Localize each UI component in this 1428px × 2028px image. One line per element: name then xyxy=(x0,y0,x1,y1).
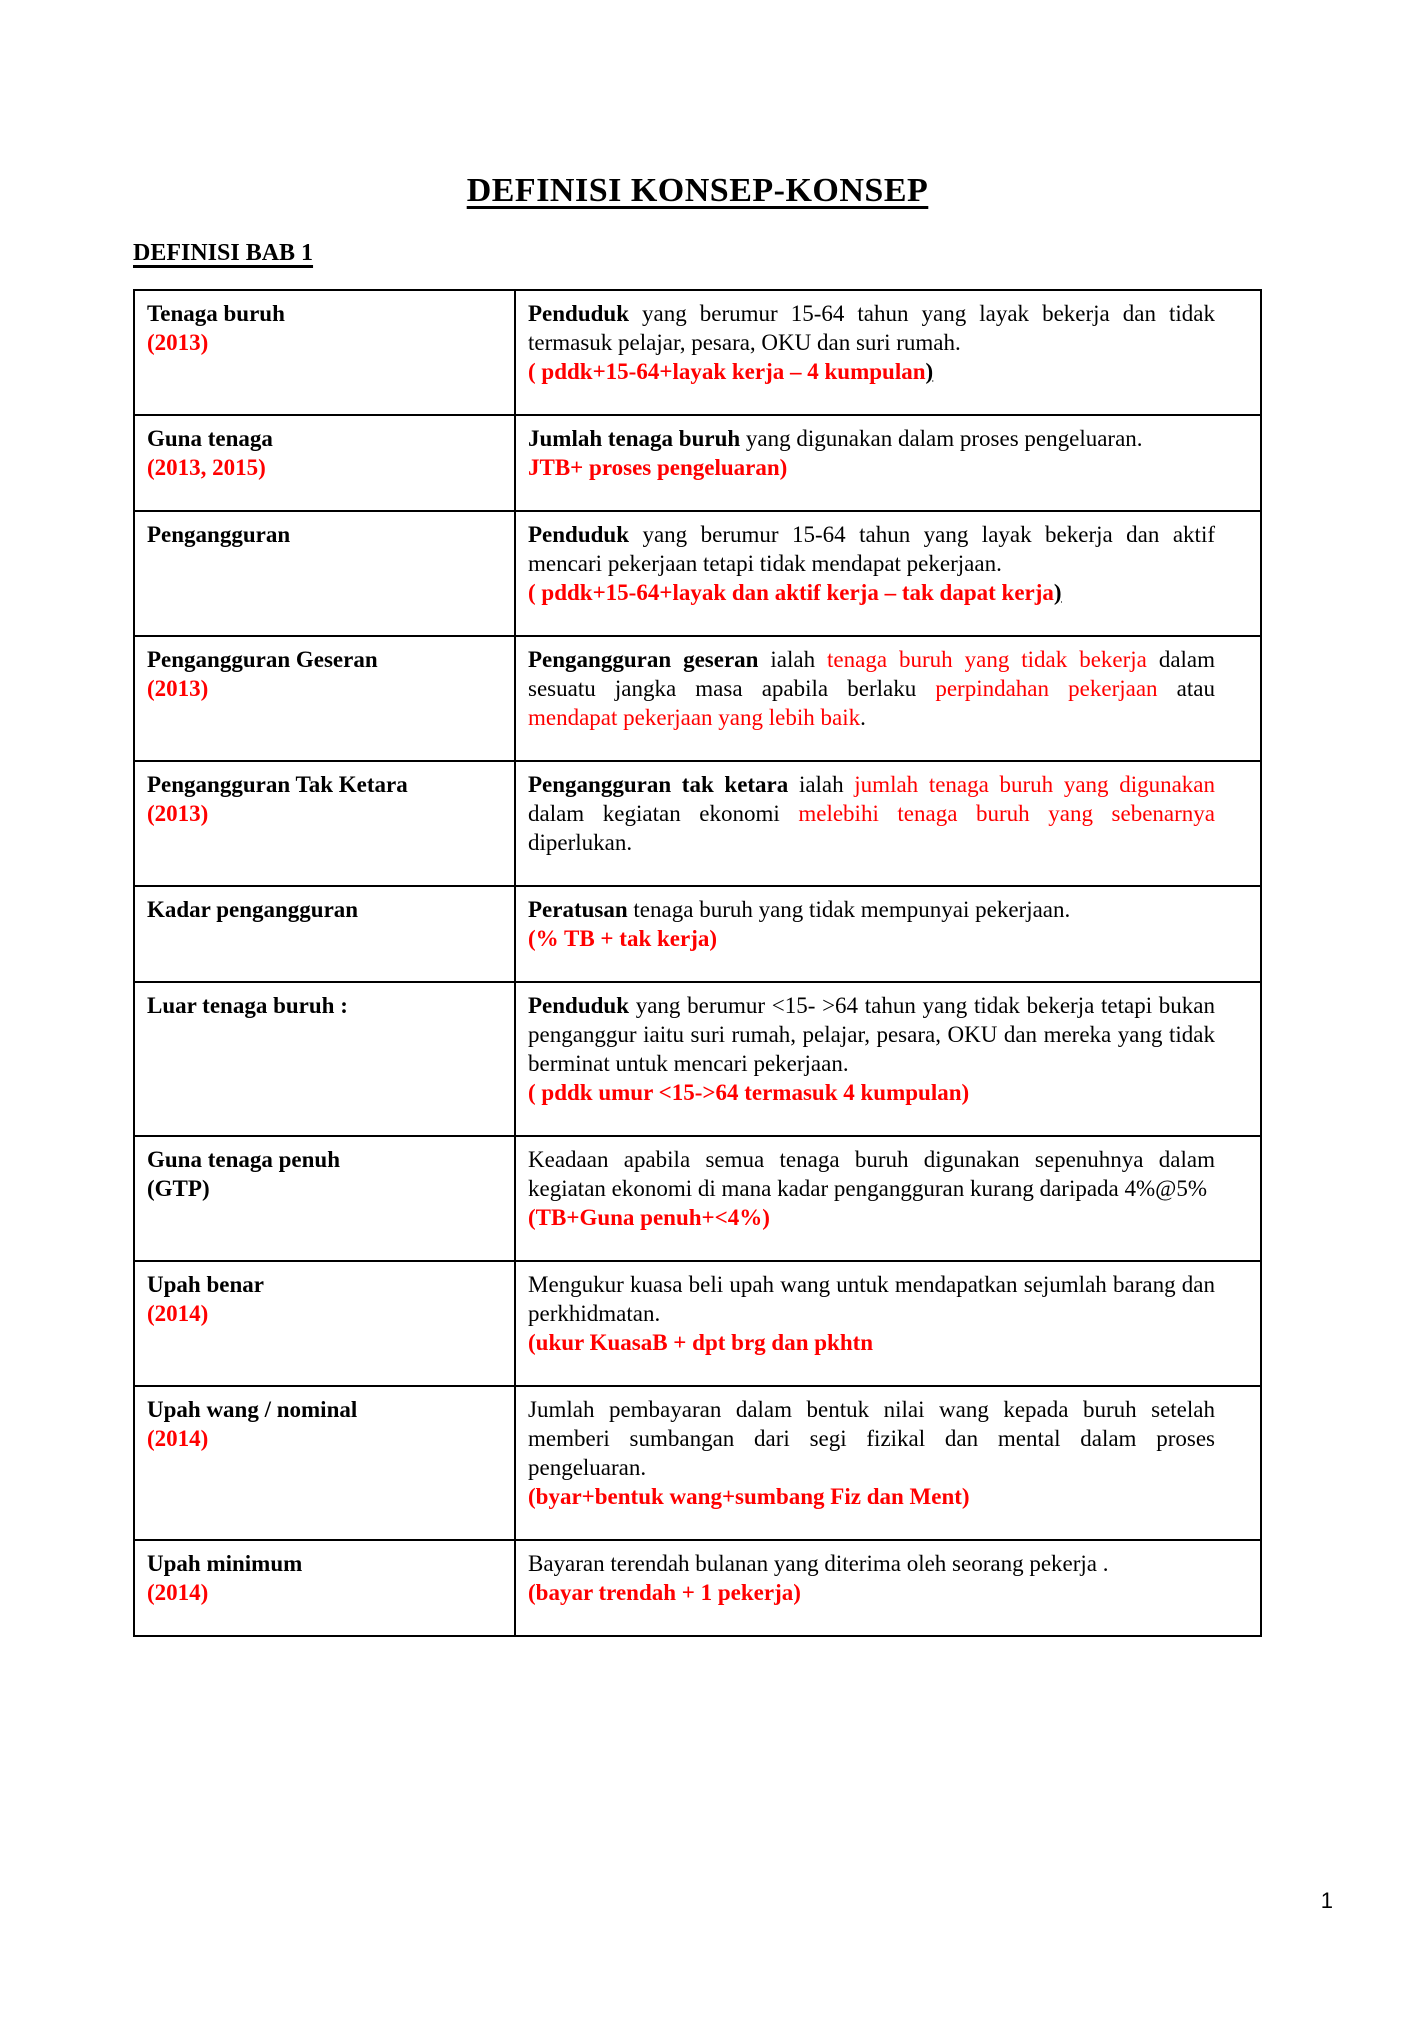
text-segment: ( pddk+15-64+layak kerja – 4 kumpulan xyxy=(528,359,926,384)
definition-paragraph xyxy=(528,1549,1215,1578)
term-text: Pengangguran Geseran xyxy=(147,647,378,672)
definition-paragraph xyxy=(528,645,1215,732)
table-row xyxy=(134,1261,1261,1386)
definition-paragraph xyxy=(528,895,1215,924)
definition-cell xyxy=(515,511,1261,636)
text-segment: Jumlah pembayaran dalam bentuk nilai wang kepada buruh setelah memberi sumbangan dari segi fizikal dan mental dalam proses pengeluaran. xyxy=(528,1397,1215,1480)
term-text: Pengangguran xyxy=(147,522,291,547)
definition-paragraph xyxy=(528,357,1215,386)
term-cell xyxy=(134,636,515,761)
term-text: Luar tenaga buruh : xyxy=(147,993,348,1018)
term-cell xyxy=(134,415,515,511)
definition-paragraph xyxy=(528,1145,1215,1203)
text-segment: Mengukur kuasa beli upah wang untuk mendapatkan sejumlah barang dan perkhidmatan. xyxy=(528,1272,1215,1326)
text-segment: tenaga buruh yang tidak mempunyai pekerjaan. xyxy=(627,897,1071,922)
definition-paragraph xyxy=(528,991,1215,1078)
term-cell xyxy=(134,886,515,982)
text-segment: jumlah tenaga buruh yang digunakan xyxy=(854,772,1215,797)
definition-paragraph xyxy=(528,424,1215,453)
text-segment: Bayaran terendah bulanan yang diterima oleh seorang pekerja . xyxy=(528,1551,1109,1576)
definition-cell xyxy=(515,636,1261,761)
term-text: Tenaga buruh xyxy=(147,301,285,326)
term-text: (2014) xyxy=(147,1426,209,1451)
definition-paragraph xyxy=(528,299,1215,357)
term-text: Kadar pengangguran xyxy=(147,897,359,922)
definition-cell xyxy=(515,290,1261,415)
table-row xyxy=(134,1136,1261,1261)
term-cell xyxy=(134,982,515,1136)
text-segment: yang berumur 15-64 tahun yang layak bekerja dan tidak termasuk pelajar, pesara, OKU dan suri rumah. xyxy=(528,301,1215,355)
text-segment: yang berumur 15-64 tahun yang layak bekerja dan aktif mencari pekerjaan tetapi tidak mendapat pekerjaan. xyxy=(528,522,1215,576)
text-segment: atau xyxy=(1157,676,1215,701)
text-segment: (TB+Guna penuh+<4%) xyxy=(528,1205,770,1230)
definition-cell xyxy=(515,1136,1261,1261)
definition-paragraph xyxy=(528,1270,1215,1328)
definition-paragraph xyxy=(528,1203,1215,1232)
definition-paragraph xyxy=(528,770,1215,857)
text-segment: tenaga buruh yang tidak bekerja xyxy=(827,647,1147,672)
text-segment: JTB+ proses pengeluaran) xyxy=(528,455,788,480)
term-text: Guna tenaga xyxy=(147,426,273,451)
term-text: (2013) xyxy=(147,801,209,826)
text-segment: ( pddk umur <15->64 termasuk 4 kumpulan) xyxy=(528,1080,970,1105)
text-segment: ) xyxy=(925,359,934,384)
text-segment: dalam sesuatu jangka masa apabila berlaku xyxy=(528,647,1216,701)
section-heading: DEFINISI BAB 1 xyxy=(133,240,314,266)
page-number: 1 xyxy=(1320,1888,1333,1913)
term-text: (2013) xyxy=(147,330,209,355)
text-segment: (byar+bentuk wang+sumbang Fiz dan Ment) xyxy=(528,1484,970,1509)
definition-paragraph xyxy=(528,924,1215,953)
text-segment: yang berumur <15- >64 tahun yang tidak bekerja tetapi bukan penganggur iaitu suri rumah, pelajar, pesara, OKU dan mereka yang tidak berminat untuk mencari pekerjaan. xyxy=(528,993,1215,1076)
term-cell xyxy=(134,1386,515,1540)
text-segment: Penduduk xyxy=(528,301,630,326)
definition-cell xyxy=(515,1386,1261,1540)
table-row xyxy=(134,511,1261,636)
term-text: Upah benar xyxy=(147,1272,264,1297)
term-cell xyxy=(134,511,515,636)
text-segment: Pengangguran tak ketara xyxy=(528,772,789,797)
text-segment: diperlukan. xyxy=(528,830,633,855)
term-text: (GTP) xyxy=(147,1176,210,1201)
term-text: Upah wang / nominal xyxy=(147,1397,358,1422)
definition-paragraph xyxy=(528,520,1215,578)
text-segment: melebihi tenaga buruh yang sebenarnya xyxy=(798,801,1216,826)
table-row xyxy=(134,290,1261,415)
term-text: (2014) xyxy=(147,1301,209,1326)
text-segment: Pengangguran geseran xyxy=(528,647,759,672)
text-segment: mendapat pekerjaan yang lebih baik xyxy=(528,705,861,730)
text-segment: ) xyxy=(1053,580,1062,605)
definition-paragraph xyxy=(528,1328,1215,1357)
text-segment: Penduduk xyxy=(528,993,630,1018)
definition-paragraph xyxy=(528,1078,1215,1107)
term-text: (2014) xyxy=(147,1580,209,1605)
text-segment: . xyxy=(860,705,866,730)
term-text: Upah minimum xyxy=(147,1551,303,1576)
text-segment: yang digunakan dalam proses pengeluaran. xyxy=(740,426,1143,451)
table-row xyxy=(134,982,1261,1136)
text-segment: (% TB + tak kerja) xyxy=(528,926,718,951)
text-segment: Keadaan apabila semua tenaga buruh digunakan sepenuhnya dalam kegiatan ekonomi di mana kadar pengangguran kurang daripada 4%@5% xyxy=(528,1147,1215,1201)
text-segment: ialah xyxy=(788,772,855,797)
text-segment: Penduduk xyxy=(528,522,630,547)
definition-paragraph xyxy=(528,1482,1215,1511)
document-title: DEFINISI KONSEP-KONSEP xyxy=(466,172,929,209)
definition-cell xyxy=(515,982,1261,1136)
text-segment: ( pddk+15-64+layak dan aktif kerja – tak dapat kerja xyxy=(528,580,1054,605)
term-text: (2013) xyxy=(147,676,209,701)
text-segment: ialah xyxy=(758,647,828,672)
term-cell xyxy=(134,761,515,886)
term-text: Pengangguran Tak Ketara xyxy=(147,772,408,797)
term-cell xyxy=(134,290,515,415)
text-segment: Jumlah tenaga buruh xyxy=(528,426,741,451)
text-segment: (ukur KuasaB + dpt brg dan pkhtn xyxy=(528,1330,874,1355)
table-row xyxy=(134,636,1261,761)
table-row xyxy=(134,761,1261,886)
definition-paragraph xyxy=(528,1395,1215,1482)
table-row xyxy=(134,1540,1261,1636)
definition-cell xyxy=(515,415,1261,511)
definition-cell xyxy=(515,761,1261,886)
definitions-table-body xyxy=(134,290,1261,1636)
text-segment: (bayar trendah + 1 pekerja) xyxy=(528,1580,801,1605)
definition-cell xyxy=(515,1261,1261,1386)
term-text: (2013, 2015) xyxy=(147,455,266,480)
text-segment: dalam kegiatan ekonomi xyxy=(528,801,799,826)
definitions-table xyxy=(133,289,1262,1637)
table-row xyxy=(134,415,1261,511)
definition-paragraph xyxy=(528,453,1215,482)
text-segment: Peratusan xyxy=(528,897,628,922)
term-text: Guna tenaga penuh xyxy=(147,1147,341,1172)
table-row xyxy=(134,1386,1261,1540)
definition-paragraph xyxy=(528,1578,1215,1607)
term-cell xyxy=(134,1540,515,1636)
term-cell xyxy=(134,1261,515,1386)
term-cell xyxy=(134,1136,515,1261)
text-segment: perpindahan pekerjaan xyxy=(935,676,1158,701)
definition-cell xyxy=(515,886,1261,982)
definition-paragraph xyxy=(528,578,1215,607)
table-row xyxy=(134,886,1261,982)
definition-cell xyxy=(515,1540,1261,1636)
